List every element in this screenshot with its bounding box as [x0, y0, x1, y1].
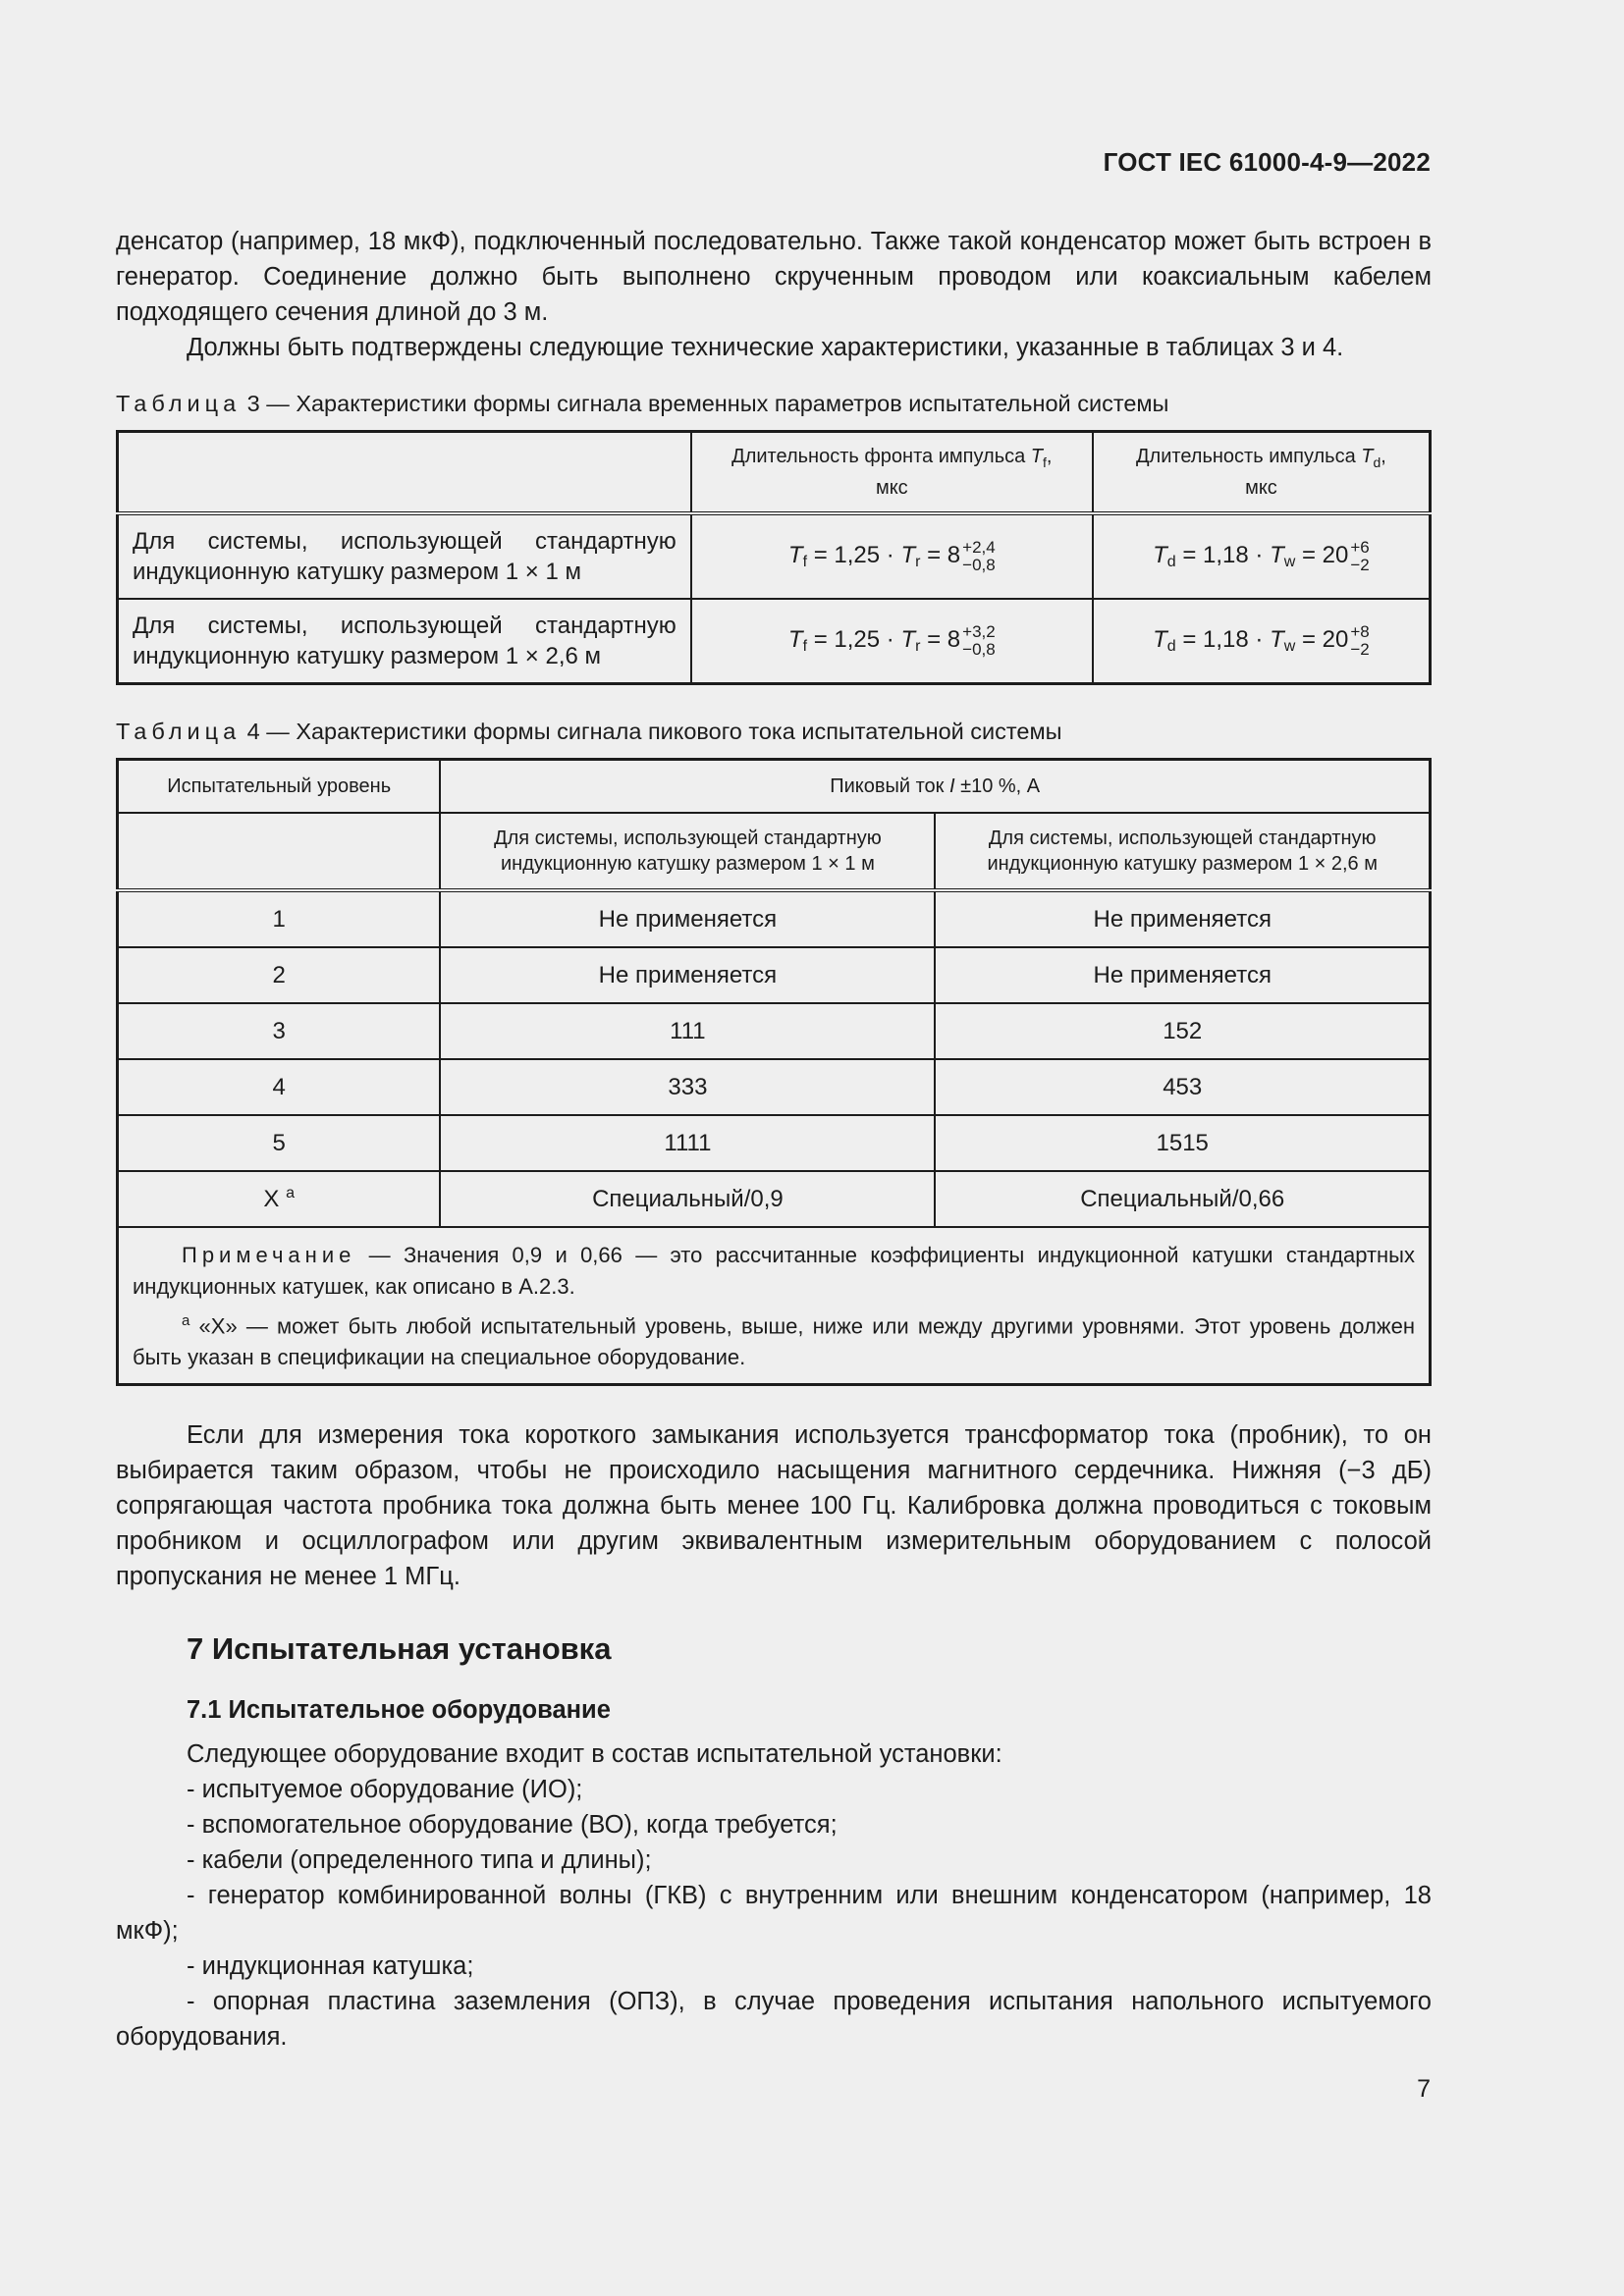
paragraph: Следующее оборудование входит в состав испытательной установки:	[187, 1740, 1002, 1769]
table4-header-row	[118, 760, 1431, 814]
table-cell	[118, 813, 441, 890]
formula-cell: $T_d = 1,18 \cdot T_w = 20 +6$ −2	[1093, 513, 1431, 599]
table4-note-row	[118, 1227, 1431, 1385]
list-item: - генератор комбинированной волны (ГКВ) с внутренним или внешним конденсатором (например, 18 мкФ);	[116, 1882, 1432, 1946]
table-footnote: $^a$ «Х» — может быть любой испытательный уровень, выше, ниже или между другими уровнями. Этот уровень должен быть указан в спецификации на специальное оборудование.	[133, 1312, 1415, 1370]
table4-header-peak: Пиковый ток I ±10 %, А	[440, 760, 1430, 814]
subsection-heading: 7.1 Испытательное оборудование	[187, 1696, 611, 1725]
formula-cell: $T_f = 1,25 \cdot T_r = 8 +2,4$ −0,8	[691, 513, 1093, 599]
formula-cell: $T_d = 1,18 \cdot T_w = 20 +8$ −2	[1093, 599, 1431, 684]
list-item: - испытуемое оборудование (ИО);	[187, 1776, 583, 1804]
table4-subheader-row	[118, 813, 1431, 890]
table-row	[118, 599, 1431, 684]
table-row: X $^a$ Специальный/0,9 Специальный/0,66	[118, 1171, 1431, 1227]
table4-subheader-1x1: Для системы, использующей стандартную индукционную катушку размером 1 × 1 м	[440, 813, 935, 890]
table3-caption: Таблица 3 — Характеристики формы сигнала временных параметров испытательной системы	[116, 391, 1169, 416]
table4-caption: Таблица 4 — Характеристики формы сигнала пикового тока испытательной системы	[116, 719, 1062, 744]
table-row: 4 333 453	[118, 1059, 1431, 1115]
table-row: 3 111 152	[118, 1003, 1431, 1059]
paragraph: денсатор (например, 18 мкФ), подключенный последовательно. Также такой конденсатор может быть встроен в генератор. Соединение должно быть выполнено скрученным проводом или коаксиальным кабелем подходящего сечения длиной до 3 м.	[116, 228, 1432, 326]
table-row: 2 Не применяется Не применяется	[118, 947, 1431, 1003]
list-item: - опорная пластина заземления (ОПЗ), в случае проведения испытания напольного испытуемого оборудования.	[116, 1988, 1432, 2052]
table3-header-front: Длительность фронта импульса $T_f$, мкс	[691, 432, 1093, 514]
table3-header-row	[118, 432, 1431, 514]
table4-subheader-1x26: Для системы, использующей стандартную индукционную катушку размером 1 × 2,6 м	[935, 813, 1430, 890]
row-label: Для системы, использующей стандартную индукционную катушку размером 1 × 1 м	[118, 513, 691, 599]
list-item: - индукционная катушка;	[187, 1952, 474, 1981]
table3-header-pulse: Длительность импульса $T_d$, мкс	[1093, 432, 1431, 514]
paragraph: Должны быть подтверждены следующие технические характеристики, указанные в таблицах 3 и 4.	[187, 334, 1344, 361]
list-item: - кабели (определенного типа и длины);	[187, 1846, 652, 1875]
document-code: ГОСТ IEC 61000-4-9—2022	[1103, 147, 1431, 177]
section-heading: 7 Испытательная установка	[187, 1631, 612, 1667]
list-item: - вспомогательное оборудование (ВО), когда требуется;	[187, 1811, 838, 1840]
table-row	[118, 513, 1431, 599]
table-row: 5 1111 1515	[118, 1115, 1431, 1171]
table-row: 1 Не применяется Не применяется	[118, 890, 1431, 947]
paragraph: Если для измерения тока короткого замыкания используется трансформатор тока (пробник), то он выбирается таким образом, чтобы не происходило насыщения магнитного сердечника. Нижняя (−3 дБ) сопрягающая частота пробника тока должна быть менее 100 Гц. Калибровка должна проводиться с токовым пробником и осциллографом или другим эквивалентным измерительным оборудованием с полосой пропускания не менее 1 МГц.	[116, 1421, 1432, 1591]
page-number: 7	[1417, 2075, 1431, 2103]
table-note: Примечание — Значения 0,9 и 0,66 — это рассчитанные коэффициенты индукционной катушки стандартных индукционных катушек, как описано в А.2.3. $^a$ «Х» — может быть любой испытательный уровень, выше, ниже или между другими уровнями. Этот уровень должен быть указан в спецификации на специальное оборудование.	[118, 1227, 1431, 1385]
table4	[116, 758, 1432, 1386]
table-cell	[118, 432, 691, 514]
formula-cell: $T_f = 1,25 \cdot T_r = 8 +3,2$ −0,8	[691, 599, 1093, 684]
table4-header-level: Испытательный уровень	[118, 760, 441, 814]
table3	[116, 430, 1432, 685]
page-content	[116, 224, 1432, 2055]
row-label: Для системы, использующей стандартную индукционную катушку размером 1 × 2,6 м	[118, 599, 691, 684]
